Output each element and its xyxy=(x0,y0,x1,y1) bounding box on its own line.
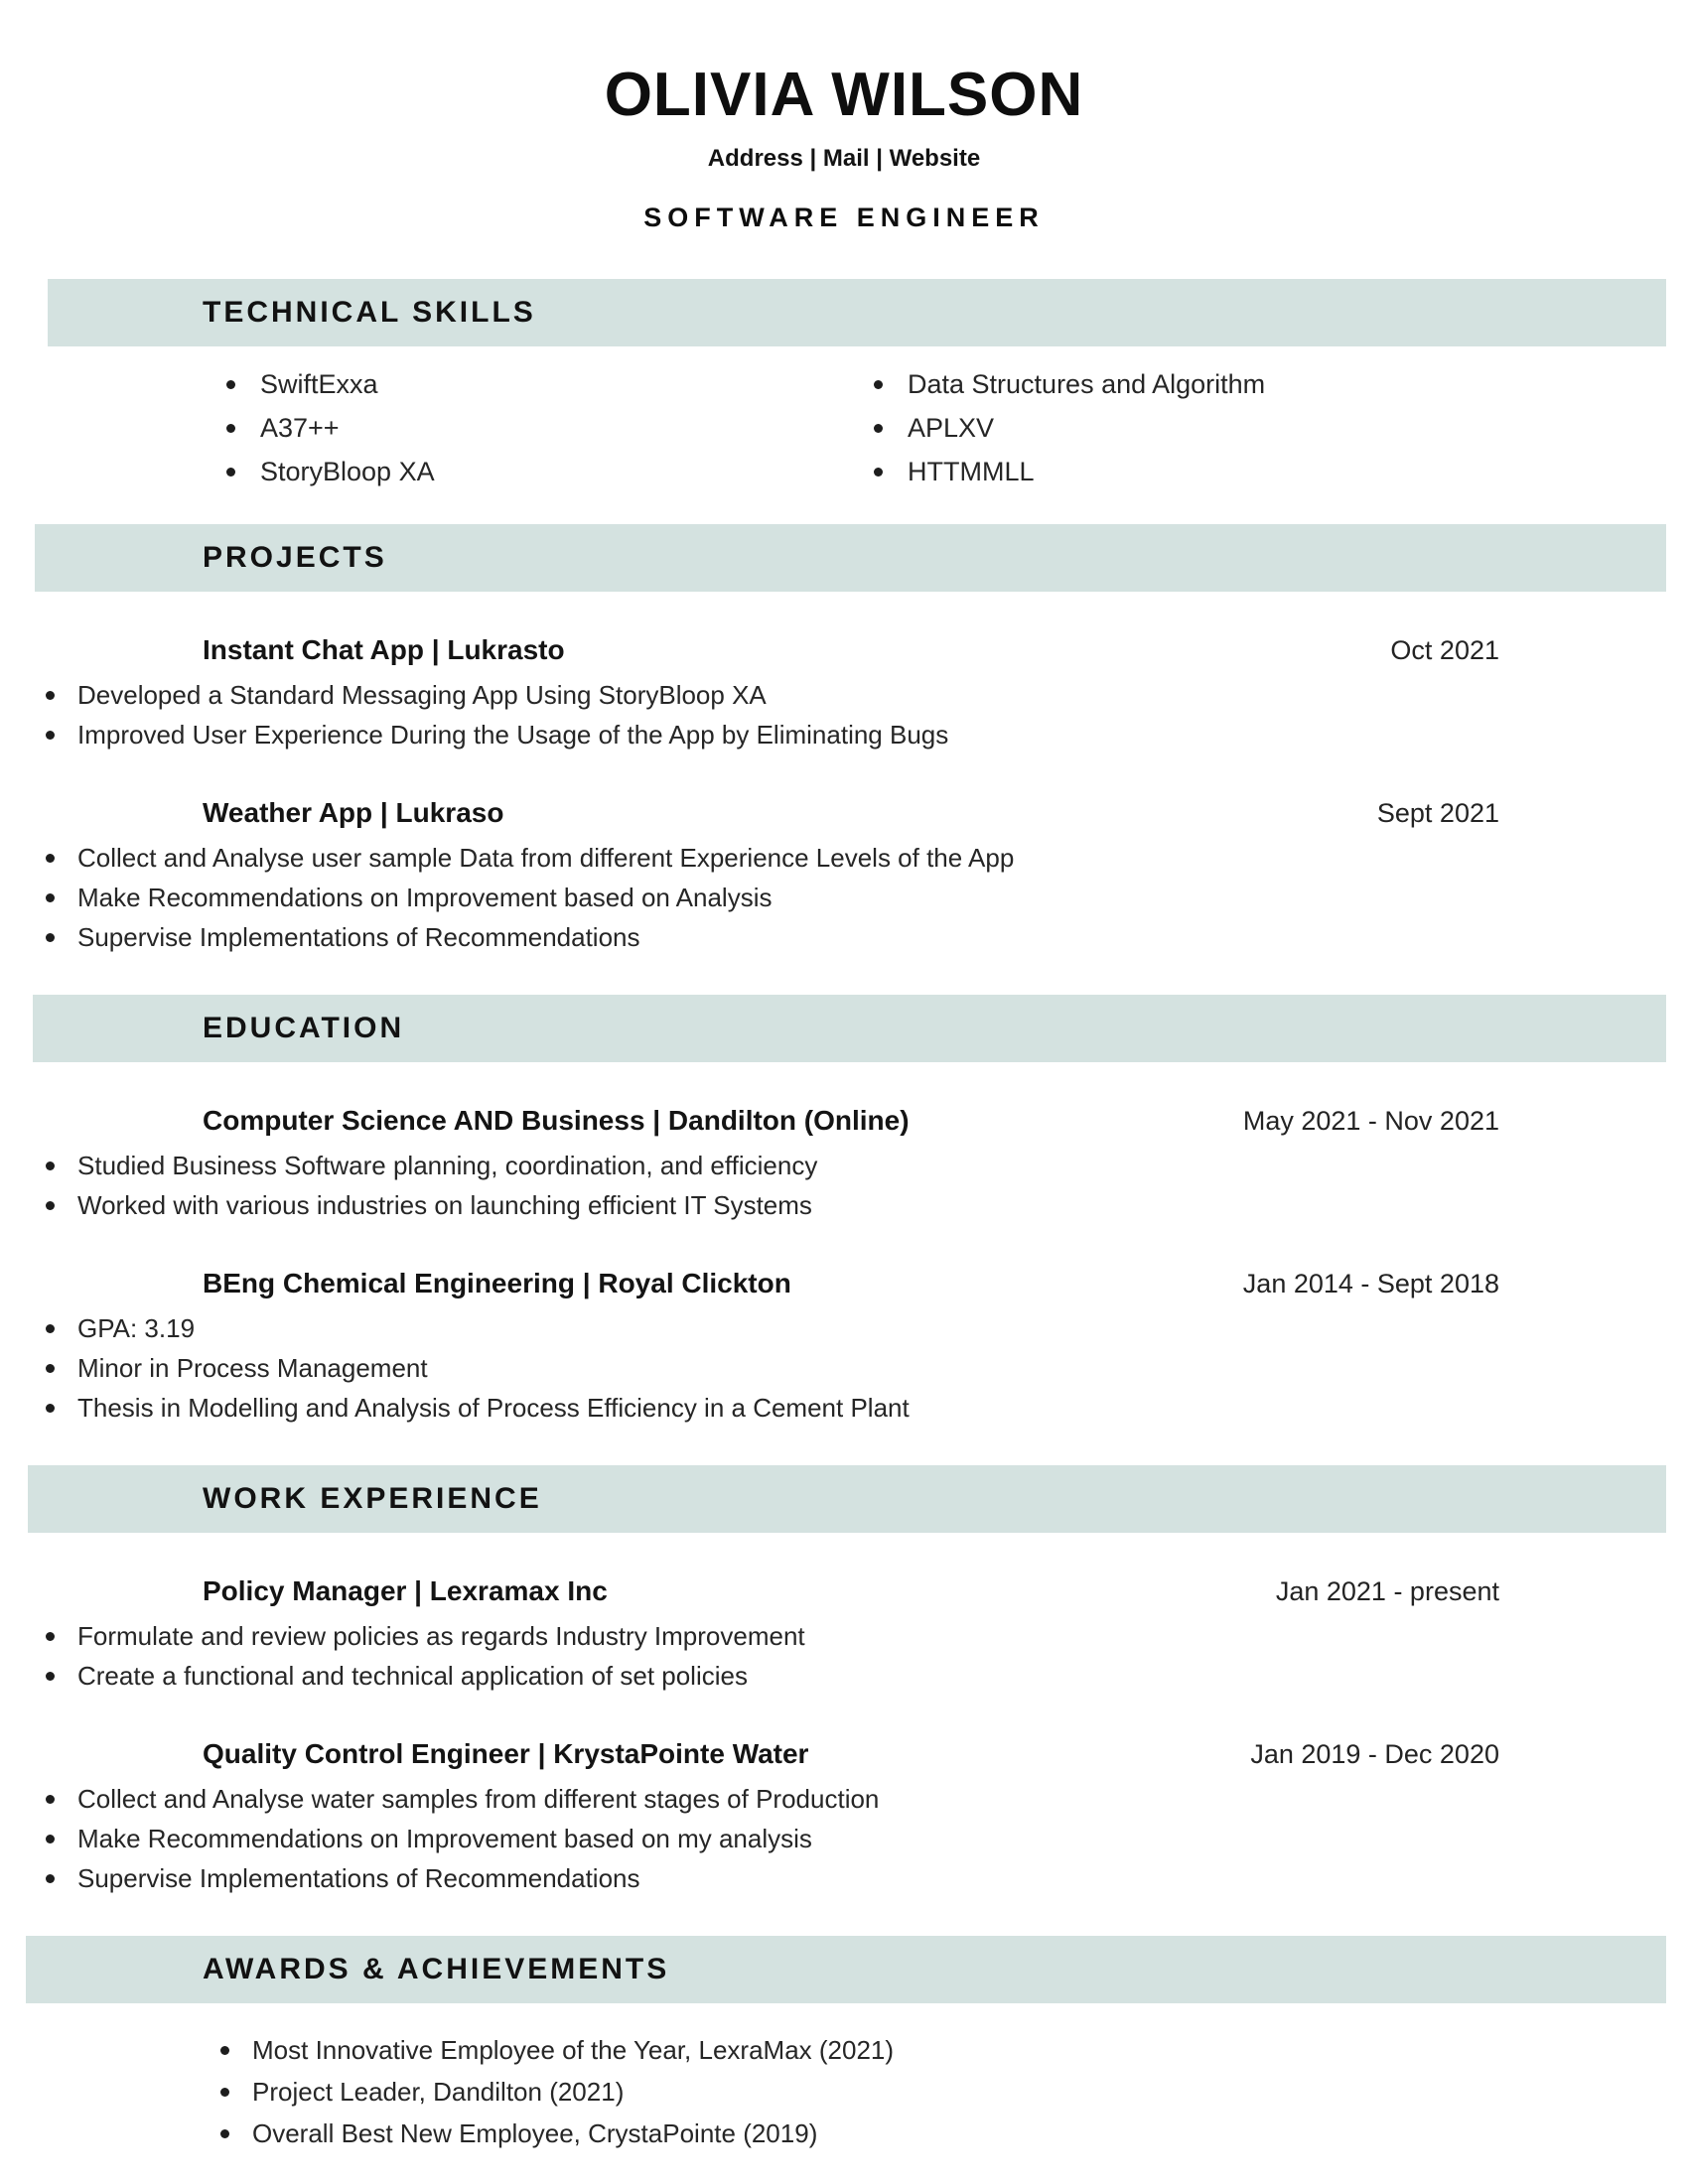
bullet: Make Recommendations on Improvement based on Analysis xyxy=(0,878,1688,917)
bullet: Collect and Analyse user sample Data from different Experience Levels of the App xyxy=(0,838,1688,878)
bullet: Minor in Process Management xyxy=(0,1348,1688,1388)
education-item-bullets xyxy=(0,1146,1688,1225)
section-work-experience xyxy=(0,1465,1688,1898)
section-projects xyxy=(0,524,1688,957)
awards-bullets xyxy=(175,2029,1688,2154)
project-item-bullets xyxy=(0,675,1688,754)
skill-item: APLXV xyxy=(850,406,1688,450)
education-item-title: BEng Chemical Engineering | Royal Clickton xyxy=(203,1268,791,1299)
education-title: EDUCATION xyxy=(203,1012,405,1045)
bullet: Create a functional and technical application of set policies xyxy=(0,1656,1688,1696)
bullet: Supervise Implementations of Recommendations xyxy=(0,917,1688,957)
skill-item: Data Structures and Algorithm xyxy=(850,362,1688,406)
job-title: SOFTWARE ENGINEER xyxy=(643,203,1045,233)
work-item xyxy=(0,1574,1688,1696)
section-awards xyxy=(0,1936,1688,2154)
project-item-head xyxy=(203,633,1499,667)
bullet: Improved User Experience During the Usage of the App by Eliminating Bugs xyxy=(0,715,1688,754)
section-technical-skills xyxy=(0,279,1688,493)
bullet: Supervise Implementations of Recommendations xyxy=(0,1858,1688,1898)
work-item-date: Jan 2019 - Dec 2020 xyxy=(1250,1739,1499,1770)
work-item-title: Policy Manager | Lexramax Inc xyxy=(203,1575,608,1607)
bullet: Collect and Analyse water samples from different stages of Production xyxy=(0,1779,1688,1819)
education-banner xyxy=(33,995,1666,1062)
education-item-head xyxy=(203,1104,1499,1138)
work-item xyxy=(0,1737,1688,1898)
section-education xyxy=(0,995,1688,1428)
work-item-bullets xyxy=(0,1779,1688,1898)
work-experience-banner xyxy=(28,1465,1666,1533)
work-experience-title: WORK EXPERIENCE xyxy=(203,1482,542,1516)
skill-item: A37++ xyxy=(203,406,850,450)
resume-header xyxy=(0,0,1688,233)
education-item-title: Computer Science AND Business | Dandilton (Online) xyxy=(203,1105,910,1137)
technical-skills-banner xyxy=(48,279,1666,346)
bullet: Studied Business Software planning, coordination, and efficiency xyxy=(0,1146,1688,1185)
work-item-head xyxy=(203,1737,1499,1771)
projects-banner xyxy=(35,524,1666,592)
projects-title: PROJECTS xyxy=(203,541,387,575)
project-item xyxy=(0,633,1688,754)
skills-grid xyxy=(203,362,1688,493)
project-item-date: Oct 2021 xyxy=(1390,635,1499,666)
awards-title: AWARDS & ACHIEVEMENTS xyxy=(203,1953,670,1986)
work-item-head xyxy=(203,1574,1499,1608)
project-item-title: Instant Chat App | Lukrasto xyxy=(203,634,565,666)
project-item xyxy=(0,796,1688,957)
skills-column-2 xyxy=(850,362,1688,493)
skill-item: StoryBloop XA xyxy=(203,450,850,493)
education-item-date: May 2021 - Nov 2021 xyxy=(1242,1106,1499,1137)
project-item-title: Weather App | Lukraso xyxy=(203,797,504,829)
bullet: Worked with various industries on launching efficient IT Systems xyxy=(0,1185,1688,1225)
bullet: GPA: 3.19 xyxy=(0,1308,1688,1348)
work-item-title: Quality Control Engineer | KrystaPointe Water xyxy=(203,1738,809,1770)
skills-column-1 xyxy=(203,362,850,493)
skill-item: SwiftExxa xyxy=(203,362,850,406)
bullet: Most Innovative Employee of the Year, LexraMax (2021) xyxy=(175,2029,1688,2071)
education-item xyxy=(0,1104,1688,1225)
project-item-date: Sept 2021 xyxy=(1376,798,1499,829)
awards-banner xyxy=(26,1936,1666,2003)
education-item xyxy=(0,1267,1688,1428)
bullet: Project Leader, Dandilton (2021) xyxy=(175,2071,1688,2113)
education-item-bullets xyxy=(0,1308,1688,1428)
person-name: OLIVIA WILSON xyxy=(604,61,1084,129)
bullet: Overall Best New Employee, CrystaPointe (2019) xyxy=(175,2113,1688,2154)
project-item-head xyxy=(203,796,1499,830)
skill-item: HTTMMLL xyxy=(850,450,1688,493)
contact-line: Address | Mail | Website xyxy=(707,145,981,173)
project-item-bullets xyxy=(0,838,1688,957)
bullet: Formulate and review policies as regards Industry Improvement xyxy=(0,1616,1688,1656)
work-item-bullets xyxy=(0,1616,1688,1696)
education-item-date: Jan 2014 - Sept 2018 xyxy=(1242,1269,1499,1299)
bullet: Make Recommendations on Improvement based on my analysis xyxy=(0,1819,1688,1858)
technical-skills-title: TECHNICAL SKILLS xyxy=(203,296,536,330)
bullet: Thesis in Modelling and Analysis of Process Efficiency in a Cement Plant xyxy=(0,1388,1688,1428)
education-item-head xyxy=(203,1267,1499,1300)
work-item-date: Jan 2021 - present xyxy=(1275,1576,1499,1607)
bullet: Developed a Standard Messaging App Using StoryBloop XA xyxy=(0,675,1688,715)
